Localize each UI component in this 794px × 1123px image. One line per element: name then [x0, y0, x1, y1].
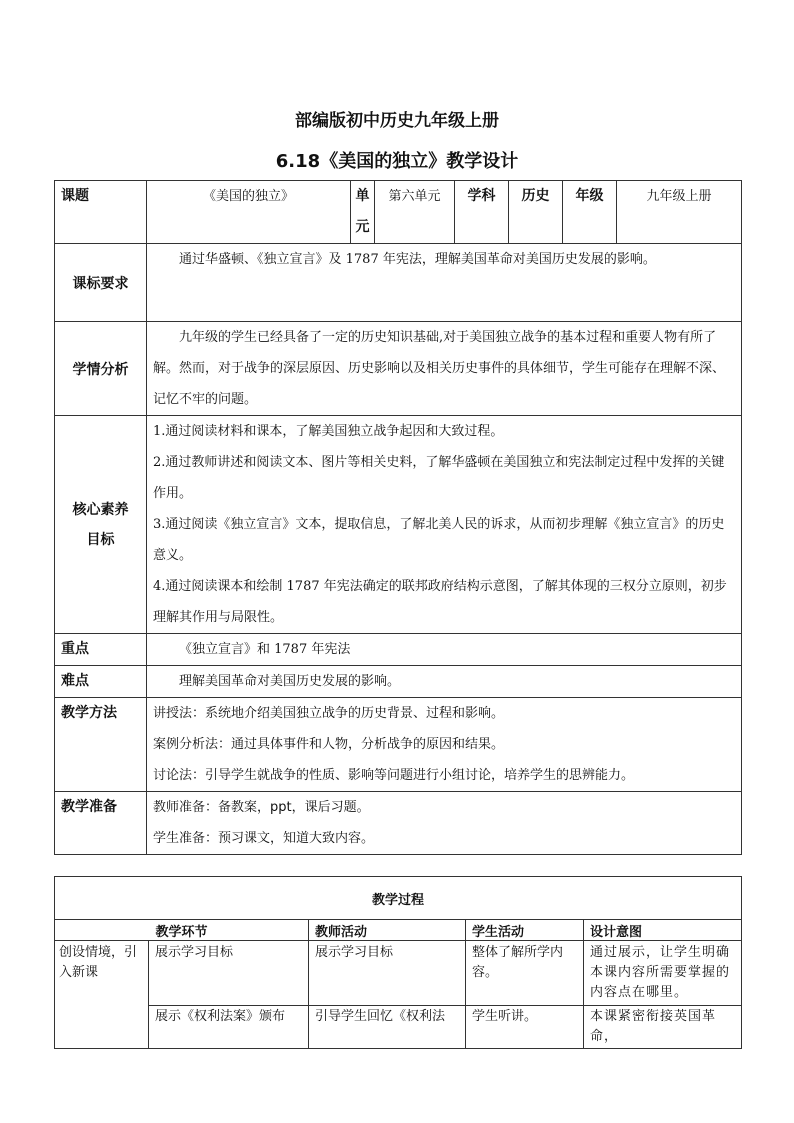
design-intent-cell: 通过展示，让学生明确本课内容所需要掌握的内容点在哪里。	[584, 941, 742, 1006]
analysis-label-cell	[55, 322, 147, 416]
stage-cell: 创设情境，引入新课	[55, 941, 149, 1049]
goal-item: 4.通过阅读课本和绘制 1787 年宪法确定的联邦政府结构示意图，了解其体现的三权分立原则，初步理解其作用与局限性。	[153, 579, 727, 625]
prep-text-cell	[147, 792, 742, 855]
unit-label-bottom: 元	[355, 219, 370, 235]
method-item: 案例分析法：通过具体事件和人物，分析战争的原因和结果。	[153, 737, 505, 752]
prep-item: 教师准备：备教案，ppt，课后习题。	[153, 800, 370, 815]
topic-value-cell	[147, 181, 351, 244]
method-item: 讨论法：引导学生就战争的性质、影响等问题进行小组讨论，培养学生的思辨能力。	[153, 768, 635, 783]
methods-label-cell	[55, 698, 147, 792]
unit-label-top: 单	[355, 188, 370, 204]
analysis-label: 学情分析	[72, 361, 129, 378]
methods-label: 教学方法	[61, 705, 117, 721]
subject-value: 历史	[521, 188, 550, 204]
goals-label-bottom: 目标	[86, 531, 115, 548]
header-stage: 教学环节	[55, 920, 309, 941]
subject-label: 学科	[467, 188, 496, 204]
unit-value: 第六单元	[388, 189, 441, 204]
prep-label: 教学准备	[61, 799, 117, 815]
standard-label-cell	[55, 244, 147, 322]
prep-label-cell	[55, 792, 147, 855]
difficulty-label: 难点	[61, 673, 89, 689]
goal-item: 3.通过阅读《独立宣言》文本，提取信息，了解北美人民的诉求，从而初步理解《独立宣言》的历史意义。	[153, 517, 725, 563]
goals-label-cell	[55, 416, 147, 634]
design-intent-cell: 本课紧密衔接英国革命，	[584, 1006, 742, 1049]
topic-label: 课题	[61, 188, 89, 204]
unit-value-cell	[375, 181, 455, 244]
difficulty-label-cell	[55, 666, 147, 698]
standard-label: 课标要求	[72, 275, 129, 292]
key-text: 《独立宣言》和 1787 年宪法	[179, 642, 351, 657]
student-activity-cell: 学生听讲。	[466, 1006, 584, 1049]
prep-item: 学生准备：预习课文，知道大致内容。	[153, 831, 375, 846]
document-title: 6.18《美国的独立》教学设计	[275, 151, 519, 172]
grade-value: 九年级上册	[646, 189, 712, 204]
teacher-activity-cell: 引导学生回忆《权利法	[309, 1006, 466, 1049]
difficulty-text-cell	[147, 666, 742, 698]
header-student: 学生活动	[466, 920, 584, 941]
key-label: 重点	[61, 641, 89, 657]
topic-value: 《美国的独立》	[202, 189, 294, 204]
grade-value-cell	[617, 181, 742, 244]
process-title: 教学过程	[55, 877, 742, 920]
subject-label-cell	[455, 181, 509, 244]
student-activity-cell: 整体了解所学内容。	[466, 941, 584, 1006]
grade-label-cell	[563, 181, 617, 244]
methods-text-cell	[147, 698, 742, 792]
standard-text: 通过华盛顿、《独立宣言》及 1787 年宪法，理解美国革命对美国历史发展的影响。	[179, 252, 656, 267]
header-teacher: 教师活动	[309, 920, 466, 941]
page-title: 部编版初中历史九年级上册	[295, 111, 499, 131]
header-intent: 设计意图	[584, 920, 742, 941]
sub-stage-cell: 展示学习目标	[149, 941, 309, 1006]
analysis-text: 九年级的学生已经具备了一定的历史知识基础,对于美国独立战争的基本过程和重要人物有所了解。然而，对于战争的深层原因、历史影响以及相关历史事件的具体细节，学生可能存在理解不深、记忆不牢的问题。	[153, 330, 726, 407]
key-text-cell	[147, 634, 742, 666]
difficulty-text: 理解美国革命对美国历史发展的影响。	[179, 674, 401, 689]
method-item: 讲授法：系统地介绍美国独立战争的历史背景、过程和影响。	[153, 706, 505, 721]
teacher-activity-cell: 展示学习目标	[309, 941, 466, 1006]
subject-value-cell	[509, 181, 563, 244]
goal-item: 2.通过教师讲述和阅读文本、图片等相关史料，了解华盛顿在美国独立和宪法制定过程中发挥的关键作用。	[153, 455, 725, 501]
lesson-info-table	[54, 180, 742, 855]
key-label-cell	[55, 634, 147, 666]
topic-label-cell	[55, 181, 147, 244]
grade-label: 年级	[575, 188, 604, 204]
analysis-text-cell	[147, 322, 742, 416]
goals-text-cell	[147, 416, 742, 634]
sub-stage-cell: 展示《权利法案》颁布	[149, 1006, 309, 1049]
teaching-process-table	[54, 876, 742, 1049]
goals-label-top: 核心素养	[72, 501, 129, 518]
goal-item: 1.通过阅读材料和课本，了解美国独立战争起因和大致过程。	[153, 424, 504, 439]
standard-text-cell	[147, 244, 742, 322]
unit-label-cell	[351, 181, 375, 244]
